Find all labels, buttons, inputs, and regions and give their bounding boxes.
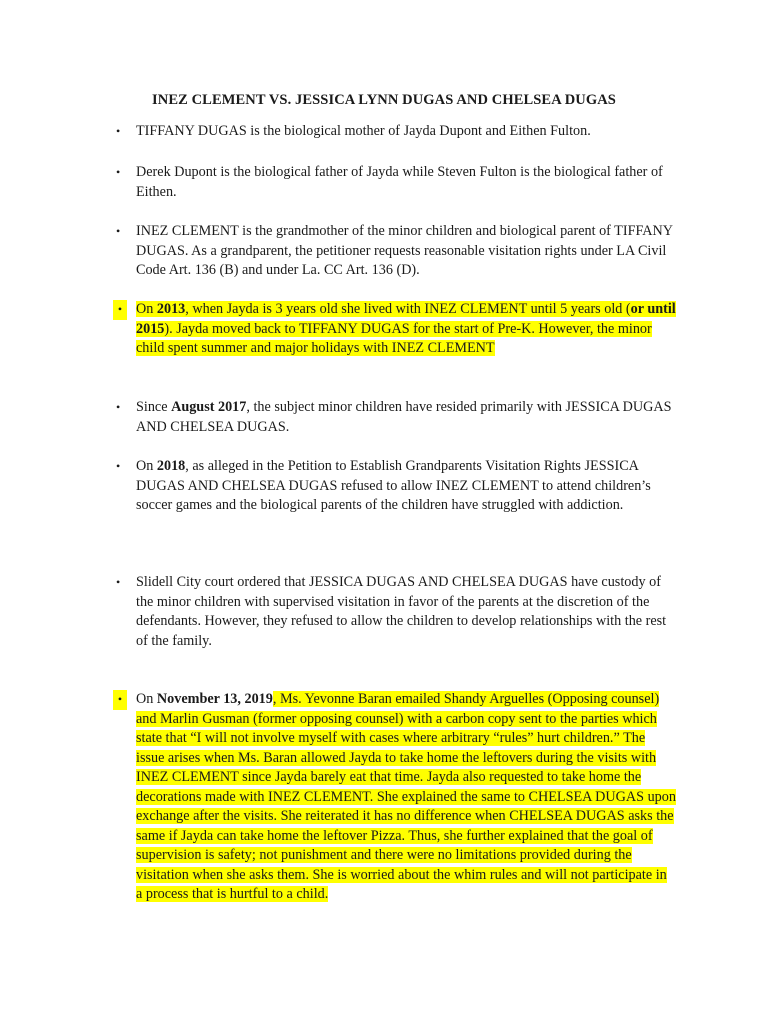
- list-item-text: [136, 690, 676, 905]
- list-item-text: Slidell City court ordered that JESSICA DUGAS AND CHELSEA DUGAS have custody of the minor children with supervised visitation in favor of the parents at the discretion of the defendants. However, they refused to allow the children to develop relationships with the rest of the family.: [136, 574, 667, 649]
- bold-or-until-2015: or until 2015: [136, 301, 676, 337]
- text-segment: On: [136, 301, 157, 317]
- list-item-text: TIFFANY DUGAS is the biological mother of Jayda Dupont and Eithen Fulton.: [136, 123, 591, 139]
- bullet-icon: •: [116, 124, 121, 138]
- text-segment: On: [136, 691, 157, 707]
- text-segment: , as alleged in the Petition to Establish Grandparents Visitation Rights JESSICA DUGAS AND CHELSEA DUGAS refused to allow INEZ CLEMENT to attend children’s soccer games and the biological parents of the children have struggled with addiction.: [136, 458, 651, 513]
- list-item-text: [136, 398, 676, 437]
- list-item-highlighted: [116, 690, 676, 905]
- bullet-icon: •: [113, 690, 127, 710]
- bullet-icon: •: [116, 400, 121, 414]
- bold-2018: 2018: [156, 458, 186, 474]
- text-segment: , when Jayda is 3 years old she lived with INEZ CLEMENT until 5 years old (: [185, 301, 631, 317]
- bullet-icon: •: [113, 300, 127, 320]
- list-item-text: [136, 457, 676, 516]
- bold-date: November 13, 2019: [156, 691, 273, 707]
- list-item: [116, 122, 676, 142]
- list-item: [116, 573, 676, 651]
- text-segment: Since: [136, 399, 172, 415]
- list-item-text: INEZ CLEMENT is the grandmother of the minor children and biological parent of TIFFANY DUGAS. As a grandparent, the petitioner requests reasonable visitation rights under LA Civil Code Art. 136 (B) and under La. CC Art. 136 (D).: [136, 223, 673, 278]
- list-item: [116, 163, 676, 202]
- list-item-highlighted: [116, 300, 676, 359]
- bullet-icon: •: [116, 165, 121, 179]
- bullet-icon: •: [116, 224, 121, 238]
- list-item-text: [136, 300, 676, 359]
- year-2013: 2013: [156, 301, 186, 317]
- text-segment-highlighted: , Ms. Yevonne Baran emailed Shandy Arguelles (Opposing counsel) and Marlin Gusman (former opposing counsel) with a carbon copy sent to the parties which state that “I will not involve myself with cases where arbitrary “rules” hurt children.” The issue arises when Ms. Baran allowed Jayda to take home the leftovers during the visits with INEZ CLEMENT since Jayda barely eat that time. Jayda also requested to take home the decorations made with INEZ CLEMENT. She explained the same to CHELSEA DUGAS upon exchange after the visits. She reiterated it has no difference when CHELSEA DUGAS asks the same if Jayda can take home the leftover Pizza. Thus, she further explained that the goal of supervision is safety; not punishment and there were no limitations provided during the visitation when she asks them. She is worried about the whim rules and will not participate in a process that is hurtful to a child.: [136, 691, 676, 902]
- text-segment: ). Jayda moved back to TIFFANY DUGAS for the start of Pre-K. However, the minor child spent summer and major holidays with INEZ CLEMENT: [136, 320, 652, 356]
- list-item: [116, 398, 676, 437]
- list-item: [116, 222, 676, 281]
- text-segment: , the subject minor children have resided primarily with JESSICA DUGAS AND CHELSEA DUGAS.: [136, 399, 672, 435]
- list-item-text: Derek Dupont is the biological father of Jayda while Steven Fulton is the biological father of Eithen.: [136, 164, 663, 200]
- bullet-icon: •: [116, 459, 121, 473]
- bold-august-2017: August 2017: [171, 399, 247, 415]
- bullet-icon: •: [116, 575, 121, 589]
- text-segment: On: [136, 458, 157, 474]
- list-item: [116, 457, 676, 516]
- document-title: INEZ CLEMENT VS. JESSICA LYNN DUGAS AND CHELSEA DUGAS: [152, 92, 616, 108]
